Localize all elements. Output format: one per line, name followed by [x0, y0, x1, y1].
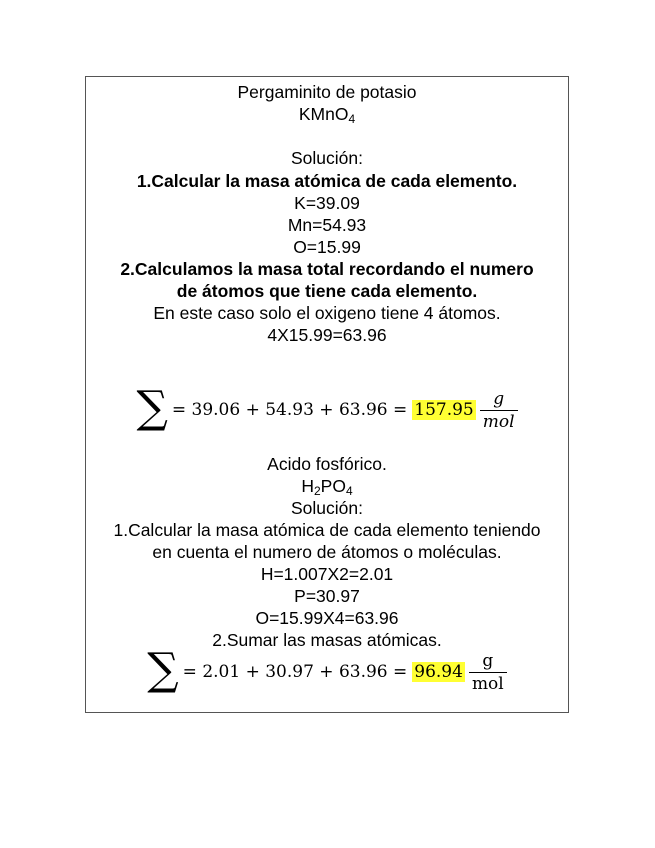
- section1-step2-line2: de átomos que tiene cada elemento.: [176, 281, 478, 301]
- mass-k: K=39.09: [294, 193, 360, 213]
- unit-denominator: mol: [469, 672, 507, 695]
- section2-step1-line2: en cuenta el numero de átomos o moléculas.: [152, 542, 502, 562]
- section2-equation: [86, 644, 568, 697]
- mass-h: H=1.007X2=2.01: [260, 564, 394, 584]
- equation-expression: = 2.01 + 30.97 + 63.96 =: [182, 662, 408, 682]
- mass-o: O=15.99: [293, 237, 361, 257]
- mass-mn: Mn=54.93: [287, 215, 367, 235]
- section1-step2-line1: 2.Calculamos la masa total recordando el numero: [120, 259, 534, 279]
- content-frame: [85, 76, 569, 713]
- sigma-symbol: ∑: [136, 382, 168, 433]
- section1-formula: KMnO$_4$: [298, 104, 356, 126]
- section2-solution-label: Solución:: [291, 498, 363, 518]
- equation-result: 96.94: [414, 662, 463, 682]
- section1-equation: [86, 382, 568, 435]
- section1-title: Pergaminito de potasio: [237, 82, 417, 102]
- unit-denominator: mol: [480, 410, 518, 433]
- mass-p: P=30.97: [294, 586, 360, 606]
- sigma-symbol: ∑: [147, 644, 179, 695]
- equation-result: 157.95: [414, 400, 474, 420]
- section1-solution-label: Solución:: [291, 148, 363, 168]
- equation-expression: = 39.06 + 54.93 + 63.96 =: [171, 400, 408, 420]
- mass-o2: O=15.99X4=63.96: [255, 608, 399, 628]
- unit-fraction: [480, 388, 518, 433]
- section2-step2: 2.Sumar las masas atómicas.: [212, 630, 442, 650]
- section2-title: Acido fosfórico.: [267, 454, 387, 474]
- unit-numerator: g: [493, 388, 505, 409]
- unit-numerator: g: [482, 650, 494, 671]
- section2-step1-line1: 1.Calcular la masa atómica de cada elemento teniendo: [113, 520, 541, 540]
- section1-step1: 1.Calcular la masa atómica de cada elemento.: [136, 171, 518, 191]
- section2-formula: $H_2PO_4$: [301, 476, 353, 498]
- unit-fraction: [469, 650, 507, 695]
- section1-note: En este caso solo el oxigeno tiene 4 átomos.: [153, 303, 501, 323]
- section1-product: 4X15.99=63.96: [267, 325, 387, 345]
